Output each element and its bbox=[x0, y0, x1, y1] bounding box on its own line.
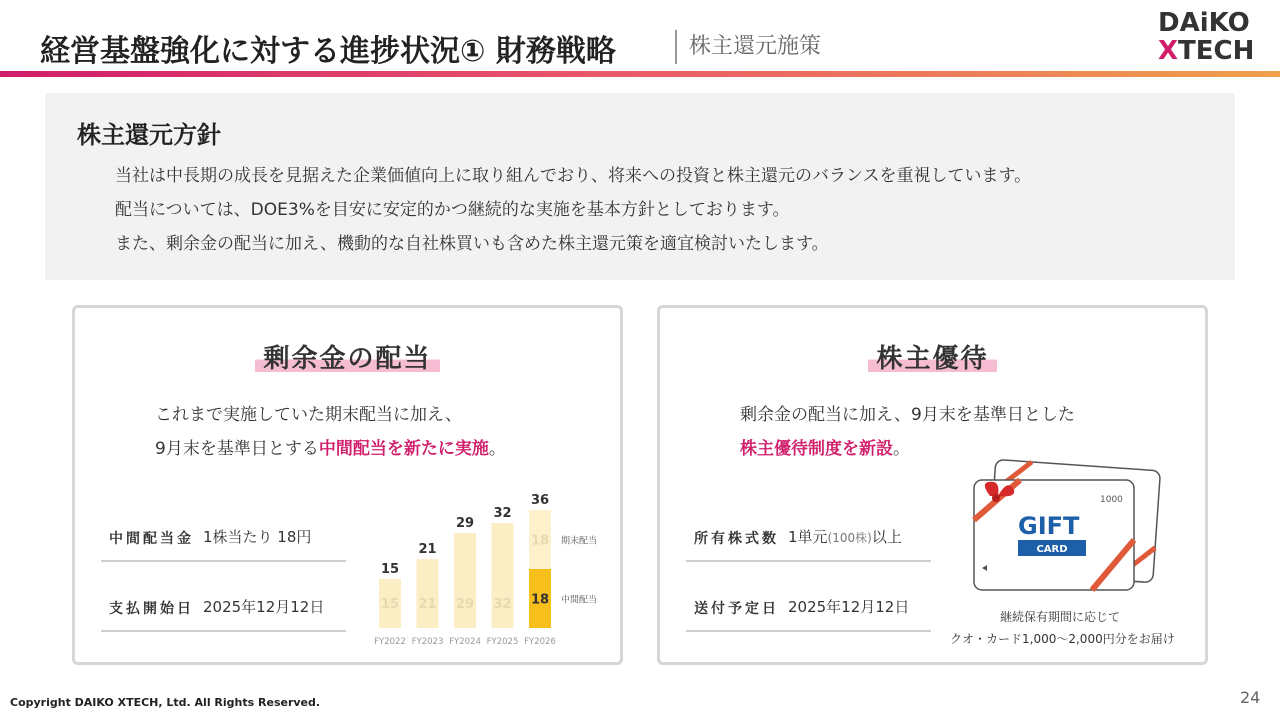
header-divider bbox=[0, 71, 1280, 77]
payment-start-value: 2025年12月12日 bbox=[203, 598, 325, 616]
gift-card-sub: CARD bbox=[1036, 544, 1068, 555]
shipping-date-label: 送付予定日 bbox=[694, 601, 779, 617]
shares-held-value bbox=[788, 526, 902, 547]
dividend-text-2-prefix: 9月末を基準日とする bbox=[155, 439, 319, 459]
logo-bottom-text bbox=[1158, 36, 1254, 66]
x-tick-FY2025: FY2025 bbox=[486, 637, 519, 647]
bar-total-label-FY2023: 21 bbox=[418, 542, 437, 558]
benefit-text-2-suffix: 。 bbox=[893, 439, 910, 459]
x-tick-FY2026: FY2026 bbox=[524, 637, 556, 647]
x-tick-FY2022: FY2022 bbox=[374, 637, 406, 647]
shipping-date-row bbox=[686, 584, 931, 632]
shipping-date-value: 2025年12月12日 bbox=[788, 598, 910, 616]
shares-held-main: 1単元 bbox=[788, 528, 828, 546]
bar-period-end-FY2024 bbox=[454, 533, 476, 628]
logo-top-text: DAiKO bbox=[1158, 8, 1250, 38]
bar-total-label-FY2024: 29 bbox=[455, 515, 475, 531]
legend-interim: 中間配当 bbox=[561, 595, 598, 606]
policy-line-2: 配当については、DOE3%を目安に安定的かつ継続的な実施を基本方針としております。 bbox=[115, 200, 790, 220]
interim-dividend-value: 1株当たり 18円 bbox=[203, 528, 312, 546]
bar-period-end-label-FY2026: 18 bbox=[530, 533, 550, 549]
bar-period-end-label-FY2022: 15 bbox=[380, 597, 400, 612]
shares-held-tail: 以上 bbox=[871, 528, 902, 546]
dividend-title: 剰余金の配当 bbox=[255, 338, 439, 375]
legend-period-end: 期末配当 bbox=[561, 536, 598, 547]
shares-held-row bbox=[686, 514, 931, 562]
benefit-title: 株主優待 bbox=[868, 338, 996, 375]
dividend-text-2-suffix: 。 bbox=[488, 439, 506, 459]
benefit-text-1: 剰余金の配当に加え、9月末を基準日とした bbox=[740, 405, 1075, 425]
bar-period-end-label-FY2025: 32 bbox=[493, 597, 512, 612]
policy-line-3: また、剰余金の配当に加え、機動的な自社株買いも含めた株主還元策を適宜検討いたします。 bbox=[115, 234, 829, 254]
bar-interim-label-FY2026: 18 bbox=[530, 592, 550, 608]
benefit-text-2 bbox=[740, 434, 910, 459]
dividend-text-1: これまで実施していた期末配当に加え、 bbox=[155, 405, 463, 425]
page-subtitle: 株主還元施策 bbox=[675, 30, 821, 64]
gift-card-illustration bbox=[968, 458, 1163, 593]
interim-dividend-row bbox=[101, 514, 346, 562]
page-title: 経営基盤強化に対する進捗状況① 財務戦略 bbox=[40, 34, 616, 69]
bar-period-end-label-FY2023: 21 bbox=[418, 597, 437, 612]
copyright: Copyright DAIKO XTECH, Ltd. All Rights Reserved. bbox=[10, 696, 321, 709]
policy-section bbox=[45, 93, 1235, 280]
dividend-text-2 bbox=[155, 434, 506, 459]
logo-x-mark: X bbox=[1158, 36, 1179, 66]
dividend-text-2-accent: 中間配当を新たに実施 bbox=[318, 439, 489, 459]
gift-caption-2: クオ・カード1,000～2,000円分をお届け bbox=[950, 632, 1175, 646]
bar-total-label-FY2025: 32 bbox=[493, 506, 512, 522]
gift-card-title: GIFT bbox=[1018, 512, 1080, 540]
bar-total-label-FY2022: 15 bbox=[380, 561, 400, 577]
logo-bottom-rest: TECH bbox=[1178, 36, 1255, 66]
bar-period-end-FY2023 bbox=[417, 559, 439, 628]
dividend-bar-chart bbox=[371, 488, 611, 653]
x-tick-FY2024: FY2024 bbox=[449, 637, 481, 647]
gift-caption-1: 継続保有期間に応じて bbox=[1000, 610, 1121, 624]
shares-held-small: (100株) bbox=[827, 531, 872, 545]
shares-held-label: 所有株式数 bbox=[694, 531, 779, 547]
bar-total-label-FY2026: 36 bbox=[530, 493, 550, 508]
payment-start-row bbox=[101, 584, 346, 632]
benefit-text-2-accent: 株主優待制度を新設 bbox=[740, 439, 893, 459]
interim-dividend-label: 中間配当金 bbox=[109, 531, 194, 547]
gift-card-front-amount: 1000 bbox=[1100, 495, 1123, 505]
payment-start-label: 支払開始日 bbox=[109, 601, 194, 617]
dividend-card bbox=[72, 305, 623, 665]
benefit-card bbox=[657, 305, 1208, 665]
policy-heading: 株主還元方針 bbox=[77, 121, 221, 149]
page-number: 24 bbox=[1240, 688, 1261, 707]
bar-period-end-FY2025 bbox=[492, 523, 514, 628]
bar-period-end-label-FY2024: 29 bbox=[455, 597, 475, 612]
x-tick-FY2023: FY2023 bbox=[411, 637, 444, 647]
company-logo bbox=[1156, 8, 1262, 66]
policy-line-1: 当社は中長期の成長を見据えた企業価値向上に取り組んでおり、将来への投資と株主還元のバランスを重視しています。 bbox=[115, 166, 1032, 186]
